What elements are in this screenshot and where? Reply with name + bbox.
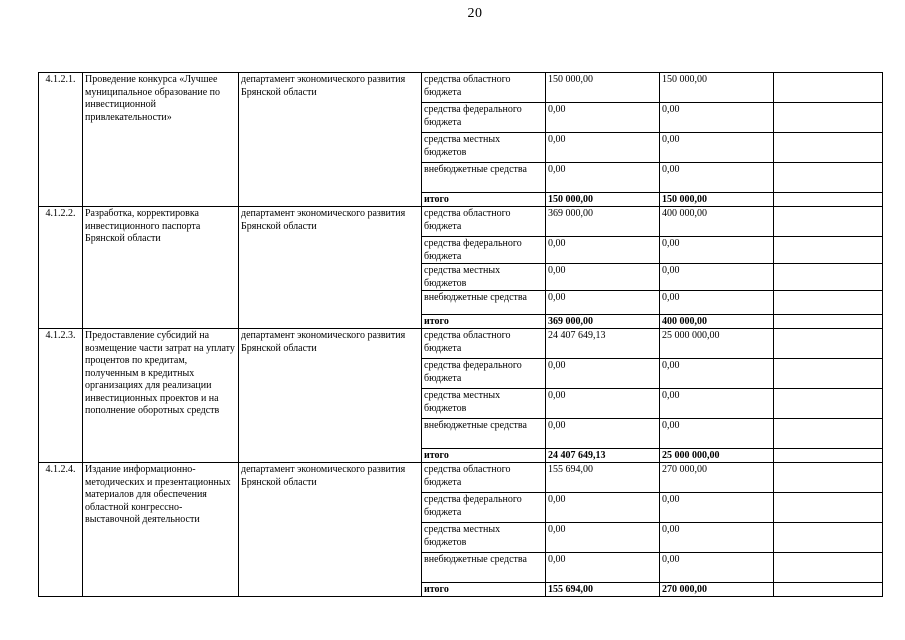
funding-source: внебюджетные средства <box>422 291 546 315</box>
funding-source: внебюджетные средства <box>422 163 546 193</box>
amount-year-1: 0,00 <box>546 523 660 553</box>
empty-cell <box>774 583 883 597</box>
empty-cell <box>774 291 883 315</box>
funding-source: средства местных бюджетов <box>422 389 546 419</box>
amount-year-1: 369 000,00 <box>546 207 660 237</box>
measure-number: 4.1.2.4. <box>39 463 83 597</box>
amount-year-1: 0,00 <box>546 163 660 193</box>
empty-cell <box>774 389 883 419</box>
empty-cell <box>774 133 883 163</box>
empty-cell <box>774 553 883 583</box>
executor: департамент экономического развития Брянской области <box>239 73 422 207</box>
empty-cell <box>774 163 883 193</box>
amount-year-2: 270 000,00 <box>660 463 774 493</box>
funding-source: средства областного бюджета <box>422 329 546 359</box>
amount-year-1: 0,00 <box>546 553 660 583</box>
funding-source: средства местных бюджетов <box>422 523 546 553</box>
funding-source: средства местных бюджетов <box>422 264 546 291</box>
total-label: итого <box>422 193 546 207</box>
funding-source: средства областного бюджета <box>422 463 546 493</box>
amount-year-1: 0,00 <box>546 389 660 419</box>
measure-name: Издание информационно-методических и презентационных материалов для обеспечения областной конгрессно-выставочной деятельности <box>83 463 239 597</box>
page-number: 20 <box>467 6 483 21</box>
empty-cell <box>774 329 883 359</box>
amount-year-2: 0,00 <box>660 163 774 193</box>
measure-number: 4.1.2.2. <box>39 207 83 329</box>
funding-row <box>39 329 883 359</box>
empty-cell <box>774 193 883 207</box>
amount-year-1: 150 000,00 <box>546 73 660 103</box>
amount-year-2: 150 000,00 <box>660 73 774 103</box>
total-label: итого <box>422 315 546 329</box>
measure-number: 4.1.2.3. <box>39 329 83 463</box>
amount-year-1: 24 407 649,13 <box>546 329 660 359</box>
total-year-1: 150 000,00 <box>546 193 660 207</box>
amount-year-2: 0,00 <box>660 553 774 583</box>
total-label: итого <box>422 583 546 597</box>
total-year-1: 24 407 649,13 <box>546 449 660 463</box>
empty-cell <box>774 73 883 103</box>
amount-year-1: 0,00 <box>546 291 660 315</box>
funding-source: средства областного бюджета <box>422 207 546 237</box>
empty-cell <box>774 419 883 449</box>
amount-year-1: 0,00 <box>546 493 660 523</box>
amount-year-2: 25 000 000,00 <box>660 329 774 359</box>
funding-source: средства федерального бюджета <box>422 493 546 523</box>
amount-year-2: 0,00 <box>660 493 774 523</box>
funding-source: средства федерального бюджета <box>422 237 546 264</box>
amount-year-1: 0,00 <box>546 133 660 163</box>
funding-row <box>39 207 883 237</box>
amount-year-2: 400 000,00 <box>660 207 774 237</box>
program-budget-table <box>38 72 883 597</box>
amount-year-2: 0,00 <box>660 523 774 553</box>
amount-year-2: 0,00 <box>660 419 774 449</box>
empty-cell <box>774 359 883 389</box>
executor: департамент экономического развития Брянской области <box>239 329 422 463</box>
executor: департамент экономического развития Брянской области <box>239 463 422 597</box>
amount-year-2: 0,00 <box>660 133 774 163</box>
total-year-2: 150 000,00 <box>660 193 774 207</box>
empty-cell <box>774 523 883 553</box>
funding-source: средства федерального бюджета <box>422 103 546 133</box>
amount-year-1: 155 694,00 <box>546 463 660 493</box>
measure-name: Разработка, корректировка инвестиционного паспорта Брянской области <box>83 207 239 329</box>
funding-source: внебюджетные средства <box>422 553 546 583</box>
amount-year-2: 0,00 <box>660 359 774 389</box>
funding-source: средства федерального бюджета <box>422 359 546 389</box>
empty-cell <box>774 315 883 329</box>
executor: департамент экономического развития Брянской области <box>239 207 422 329</box>
total-year-2: 400 000,00 <box>660 315 774 329</box>
funding-source: внебюджетные средства <box>422 419 546 449</box>
total-year-2: 25 000 000,00 <box>660 449 774 463</box>
total-label: итого <box>422 449 546 463</box>
amount-year-1: 0,00 <box>546 359 660 389</box>
empty-cell <box>774 264 883 291</box>
funding-row <box>39 463 883 493</box>
amount-year-1: 0,00 <box>546 103 660 133</box>
funding-row <box>39 73 883 103</box>
measure-name: Проведение конкурса «Лучшее муниципальное образование по инвестиционной привлекательности» <box>83 73 239 207</box>
total-year-1: 155 694,00 <box>546 583 660 597</box>
empty-cell <box>774 493 883 523</box>
amount-year-2: 0,00 <box>660 389 774 419</box>
empty-cell <box>774 449 883 463</box>
empty-cell <box>774 237 883 264</box>
measure-name: Предоставление субсидий на возмещение части затрат на уплату процентов по кредитам, полученным в кредитных организациях для реализации инвестиционных проектов и на пополнение оборотных средств <box>83 329 239 463</box>
amount-year-2: 0,00 <box>660 237 774 264</box>
amount-year-2: 0,00 <box>660 264 774 291</box>
empty-cell <box>774 463 883 493</box>
funding-source: средства местных бюджетов <box>422 133 546 163</box>
total-year-1: 369 000,00 <box>546 315 660 329</box>
funding-source: средства областного бюджета <box>422 73 546 103</box>
empty-cell <box>774 207 883 237</box>
amount-year-2: 0,00 <box>660 103 774 133</box>
measure-number: 4.1.2.1. <box>39 73 83 207</box>
amount-year-1: 0,00 <box>546 419 660 449</box>
total-year-2: 270 000,00 <box>660 583 774 597</box>
empty-cell <box>774 103 883 133</box>
amount-year-1: 0,00 <box>546 264 660 291</box>
amount-year-1: 0,00 <box>546 237 660 264</box>
amount-year-2: 0,00 <box>660 291 774 315</box>
